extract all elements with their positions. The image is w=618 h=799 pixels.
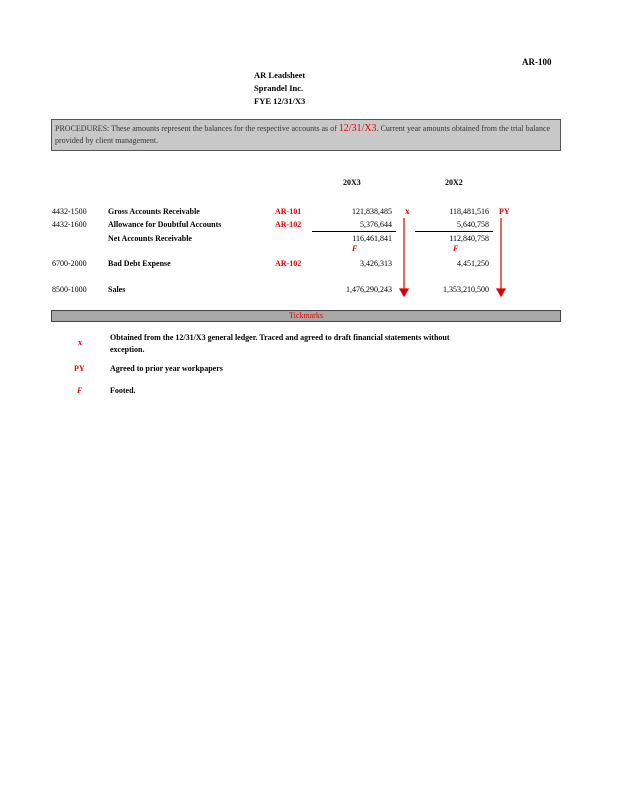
amount-current: 1,476,290,243 [346,285,392,294]
legend-text: Footed. [110,386,136,395]
workpaper-ref-link[interactable]: AR-101 [275,207,302,216]
doc-title: AR Leadsheet [254,70,306,80]
legend-text: Obtained from the 12/31/X3 general ledger. Traced and agreed to draft financial statements without [110,333,450,342]
account-name: Sales [108,285,126,294]
amount-prior: 112,840,758 [449,234,489,243]
tickmarks-title: Tickmarks [289,311,323,320]
arrow-head-icon [400,289,408,296]
account-name: Bad Debt Expense [108,259,171,268]
procedures-date: 12/31/X3 [338,123,377,134]
account-name: Gross Accounts Receivable [108,207,200,216]
amount-current: 3,426,313 [360,259,392,268]
account-number: 4432-1500 [52,207,87,216]
doc-ref: AR-100 [522,57,552,67]
amount-current: 5,376,644 [360,220,392,229]
col-header-prior: 20X2 [445,178,463,187]
workpaper-ref-link[interactable]: AR-102 [275,259,302,268]
account-number: 8500-1000 [52,285,87,294]
workpaper-ref-link[interactable]: AR-102 [275,220,302,229]
procedures-suffix: . Current year amounts obtained from the trial balance provided by client management. [55,124,551,145]
legend-text-cont: exception. [110,345,145,354]
amount-current: 116,461,841 [352,234,392,243]
account-name: Net Accounts Receivable [108,234,192,243]
tickmark-x: x [405,206,410,216]
amount-prior: 1,353,210,500 [443,285,489,294]
legend-symbol-f: F [77,386,83,395]
procedures-prefix: PROCEDURES: These amounts represent the balances for the respective accounts as of [55,124,339,133]
amount-prior: 4,451,250 [457,259,489,268]
legend-symbol-x: x [78,338,82,347]
amount-prior: 5,640,758 [457,220,489,229]
amount-prior: 118,481,516 [449,207,489,216]
tickmark-py: PY [499,207,510,216]
legend-text: Agreed to prior year workpapers [110,364,223,373]
legend-symbol-py: PY [74,364,85,373]
fiscal-year-end: FYE 12/31/X3 [254,96,306,106]
footed-mark-current: F [352,244,358,253]
amount-current: 121,838,485 [352,207,392,216]
account-name: Allowance for Doubtful Accounts [108,220,222,229]
tickmarks-bar [51,310,561,322]
account-number: 4432-1600 [52,220,87,229]
arrow-head-icon [497,289,505,296]
col-header-current: 20X3 [343,178,361,187]
account-number: 6700-2000 [52,259,87,268]
footed-mark-prior: F [453,244,459,253]
company-name: Sprandel Inc. [254,83,304,93]
